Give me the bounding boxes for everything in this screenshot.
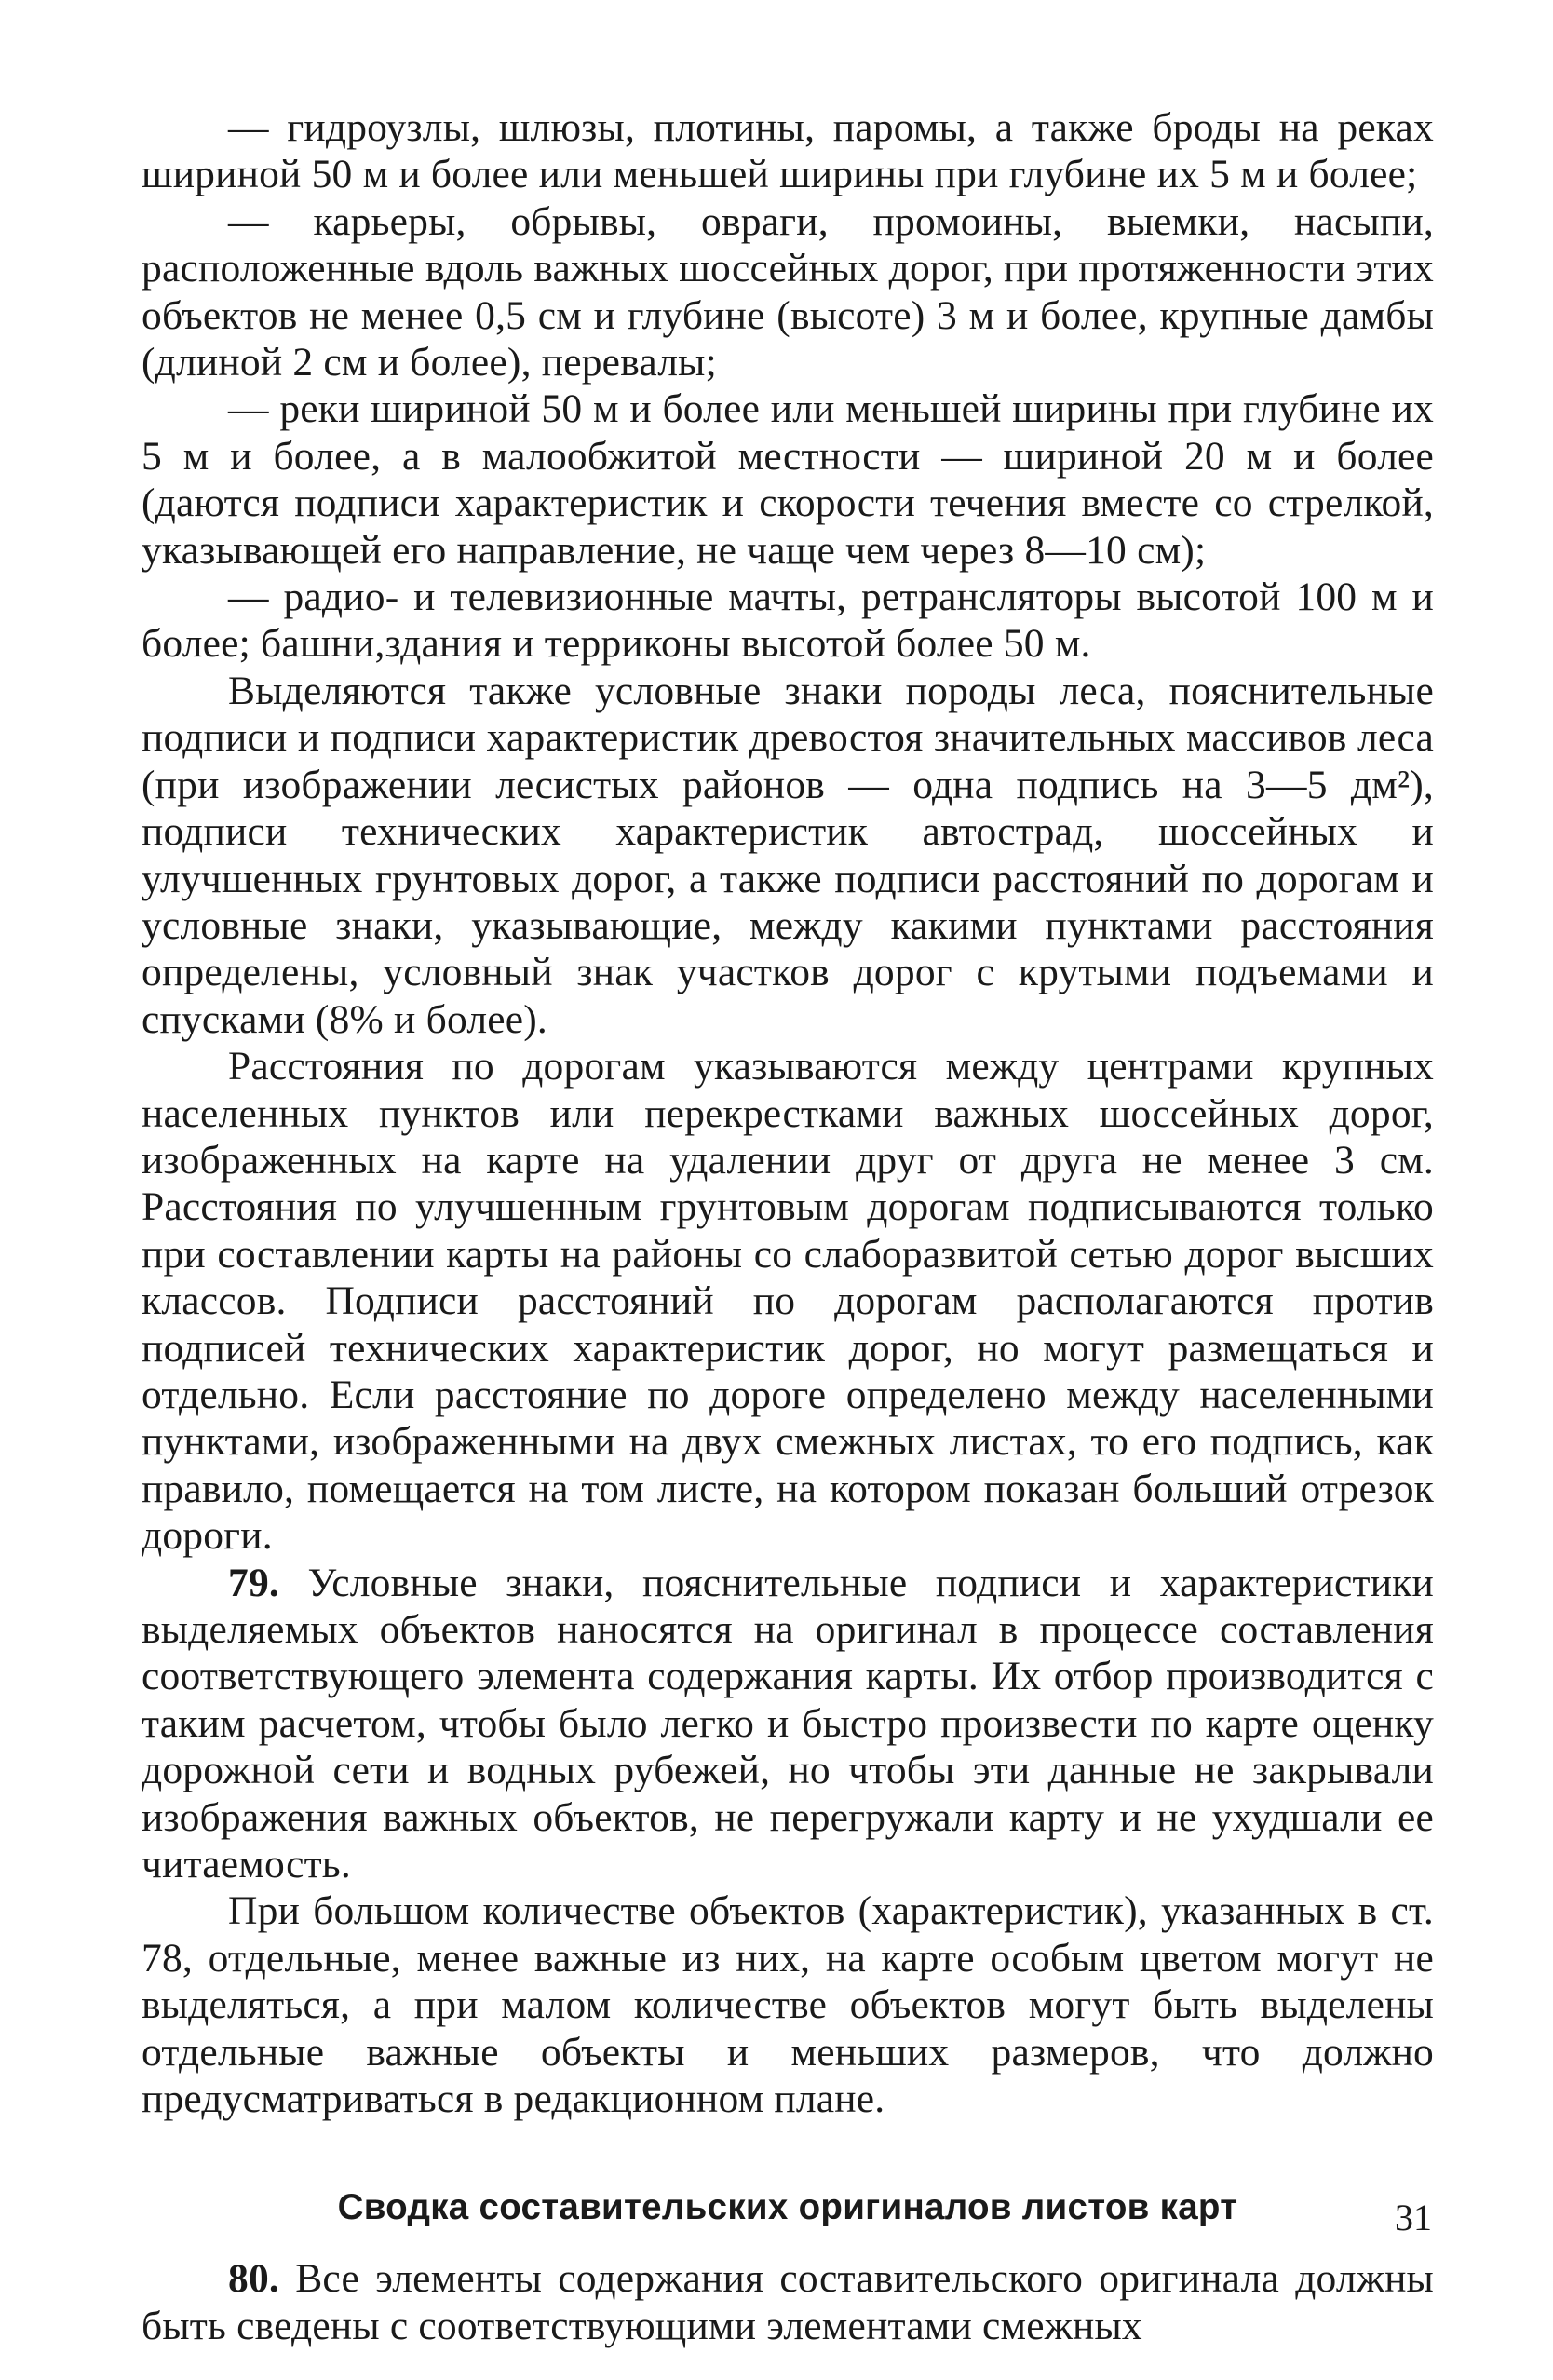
paragraph-number: 80.	[228, 2256, 279, 2302]
paragraph	[142, 2255, 1434, 2349]
paragraph	[142, 385, 1434, 574]
paragraph-text: — гидроузлы, шлюзы, плотины, паромы, а также броды на реках шириной 50 м и более или меньшей ширины при глубине их 5 м и более;	[142, 105, 1434, 197]
paragraph	[142, 574, 1434, 668]
paragraph-text: Условные знаки, пояснительные подписи и характеристики выделяемых объектов наносятся на оригинал в процессе составления соответствующего элемента содержания карты. Их отбор производится с таким расчетом, чтобы было легко и быстро произвести по карте оценку дорожной сети и водных рубежей, но чтобы эти данные не закрывали изображения важных объектов, не перегружали карту и не ухудшали ее читаемость.	[142, 1560, 1434, 1887]
paragraph-text: При большом количестве объектов (характеристик), указанных в ст. 78, отдельные, менее важные из них, на карте особым цветом могут не выделяться, а при малом количестве объектов могут быть выделены отдельные важные объекты и меньших размеров, что должно предусматриваться в редакционном плане.	[142, 1888, 1434, 2122]
paragraph-text: — реки шириной 50 м и более или меньшей ширины при глубине их 5 м и более, а в малообжитой местности — шириной 20 м и более (даются подписи характеристик и скорости течения вместе со стрелкой, указывающей его направление, не чаще чем через 8—10 см);	[142, 386, 1434, 573]
paragraph	[142, 668, 1434, 1043]
paragraph-text: — карьеры, обрывы, овраги, промоины, выемки, насыпи, расположенные вдоль важных шоссейных дорог, при протяженности этих объектов не менее 0,5 см и глубине (высоте) 3 м и более, крупные дамбы (длиной 2 см и более), перевалы;	[142, 198, 1434, 385]
paragraph-text: Все элементы содержания составительского оригинала должны быть сведены с соответствующими элементами смежных	[142, 2256, 1434, 2348]
paragraph-text: — радио- и телевизионные мачты, ретрансляторы высотой 100 м и более; башни,здания и терриконы высотой более 50 м.	[142, 575, 1434, 667]
paragraph	[142, 1887, 1434, 2122]
paragraph	[142, 1560, 1434, 1888]
paragraph	[142, 104, 1434, 198]
paragraph-text: Выделяются также условные знаки породы леса, пояснительные подписи и подписи характеристик древостоя значительных массивов леса (при изображении лесистых районов — одна подпись на 3—5 дм²), подписи технических характеристик автострад, шоссейных и улучшенных грунтовых дорог, а также подписи расстояний по дорогам и условные знаки, указывающие, между какими пунктами расстояния определены, условный знак участков дорог с крутыми подъемами и спусками (8% и более).	[142, 668, 1434, 1042]
section-heading: Сводка составительских оригиналов листов карт	[337, 2187, 1238, 2228]
page-body	[142, 104, 1434, 2349]
paragraph-group-bottom	[142, 2255, 1434, 2349]
paragraph-number: 79.	[228, 1560, 279, 1605]
paragraph-text: Расстояния по дорогам указываются между центрами крупных населенных пунктов или перекрестками важных шоссейных дорог, изображенных на карте на удалении друг от друга не менее 3 см. Расстояния по улучшенным грунтовым дорогам подписываются только при составлении карты на районы со слаборазвитой сетью дорог высших классов. Подписи расстояний по дорогам располагаются против подписей технических характеристик дорог, но могут размещаться и отдельно. Если расстояние по дороге определено между населенными пунктами, изображенными на двух смежных листах, то его подпись, как правило, помещается на том листе, на котором показан больший отрезок дороги.	[142, 1044, 1434, 1559]
paragraph	[142, 198, 1434, 386]
paragraph	[142, 1043, 1434, 1559]
page-number: 31	[1395, 2197, 1432, 2238]
paragraph-group-top	[142, 104, 1434, 2122]
